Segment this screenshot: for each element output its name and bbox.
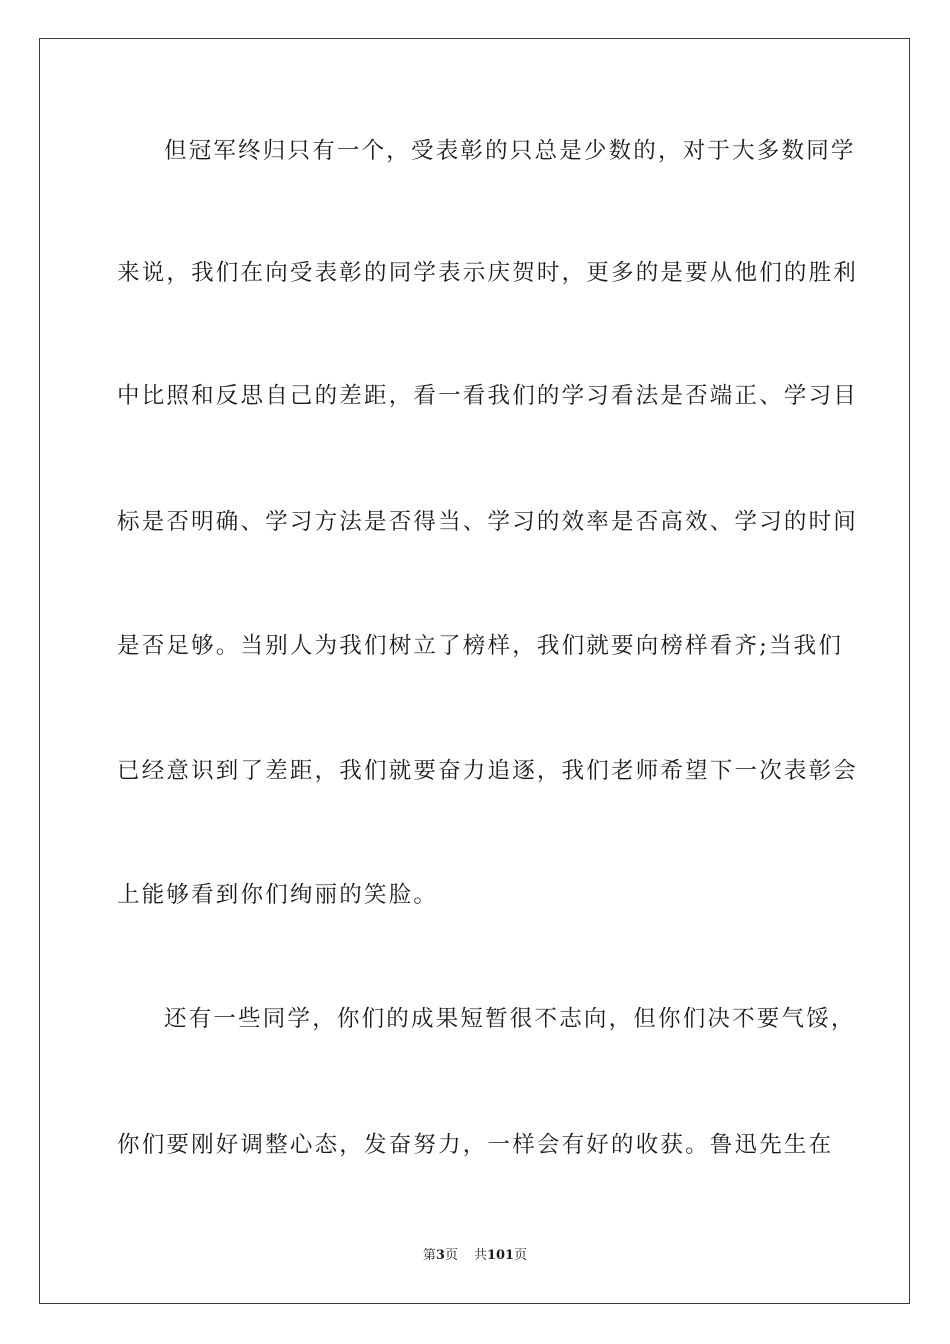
paragraph-line: 是否足够。当别人为我们树立了榜样，我们就要向榜样看齐;当我们 [117,633,844,659]
paragraph-line: 但冠军终归只有一个，受表彰的只总是少数的，对于大多数同学 [164,138,856,164]
page-number: 3 [435,1248,445,1263]
total-suffix: 页 [514,1248,528,1263]
paragraph-line: 中比照和反思自己的差距，看一看我们的学习看法是否端正、学习目 [117,383,859,409]
paragraph-line: 已经意识到了差距，我们就要奋力追逐，我们老师希望下一次表彰会 [117,758,859,784]
total-pages: 101 [486,1248,515,1263]
paragraph-line: 来说，我们在向受表彰的同学表示庆贺时，更多的是要从他们的胜利 [117,260,859,286]
paragraph-line: 还有一些同学，你们的成果短暂很不志向，但你们决不要气馁， [164,1006,856,1032]
paragraph-line: 你们要刚好调整心态，发奋努力，一样会有好的收获。鲁迅先生在 [117,1132,834,1158]
page-border [39,38,910,1304]
paragraph-line: 标是否明确、学习方法是否得当、学习的效率是否高效、学习的时间 [117,509,859,535]
page-prefix: 第 [422,1248,436,1263]
page-footer [0,1246,950,1266]
total-prefix: 共 [473,1248,487,1263]
paragraph-line: 上能够看到你们绚丽的笑脸。 [117,882,439,908]
page-suffix: 页 [444,1248,458,1263]
